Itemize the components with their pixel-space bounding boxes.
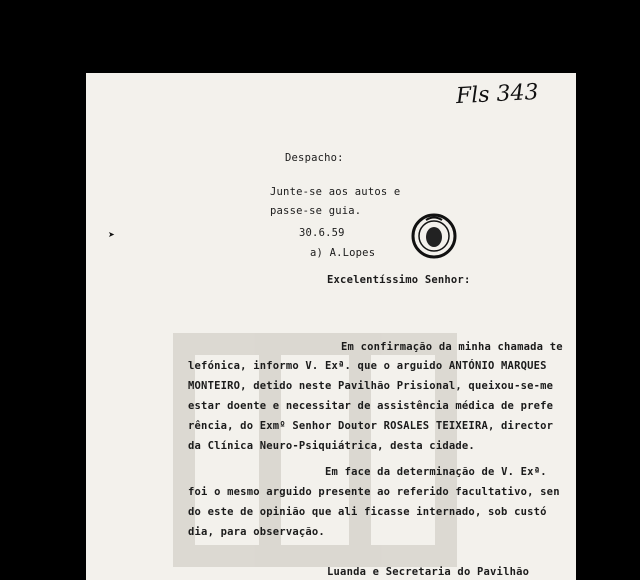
margin-mark: ➤ xyxy=(108,230,115,239)
seal-stamp xyxy=(410,212,458,260)
body-line: lefónica, informo V. Exª. que o arguido ANTÓNIO MARQUES xyxy=(188,360,547,372)
body-line: da Clínica Neuro-Psiquiátrica, desta cidade. xyxy=(188,440,475,452)
body-line: do este de opinião que ali ficasse internado, sob custó xyxy=(188,506,547,518)
despacho-heading: Despacho: xyxy=(285,152,344,164)
closing-line: Luanda e Secretaria do Pavilhão xyxy=(327,566,530,578)
body-line: dia, para observação. xyxy=(188,526,325,538)
body-line: foi o mesmo arguido presente ao referido facultativo, sen xyxy=(188,486,560,498)
despacho-line-2: passe-se guia. xyxy=(270,205,362,217)
body-line: MONTEIRO, detido neste Pavilhão Prisional, queixou-se-me xyxy=(188,380,554,392)
salutation: Excelentíssimo Senhor: xyxy=(327,274,471,286)
body-line: estar doente e necessitar de assistência médica de prefe xyxy=(188,400,554,412)
despacho-date: 30.6.59 xyxy=(299,227,345,239)
body-line: Em confirmação da minha chamada te xyxy=(341,341,563,353)
despacho-signature: a) A.Lopes xyxy=(310,247,376,259)
despacho-line-1: Junte-se aos autos e xyxy=(270,186,401,198)
folio-number: Fls 343 xyxy=(455,79,540,110)
body-line: rência, do Exmº Senhor Doutor ROSALES TEIXEIRA, director xyxy=(188,420,554,432)
body-line: Em face da determinação de V. Exª. xyxy=(325,466,547,478)
